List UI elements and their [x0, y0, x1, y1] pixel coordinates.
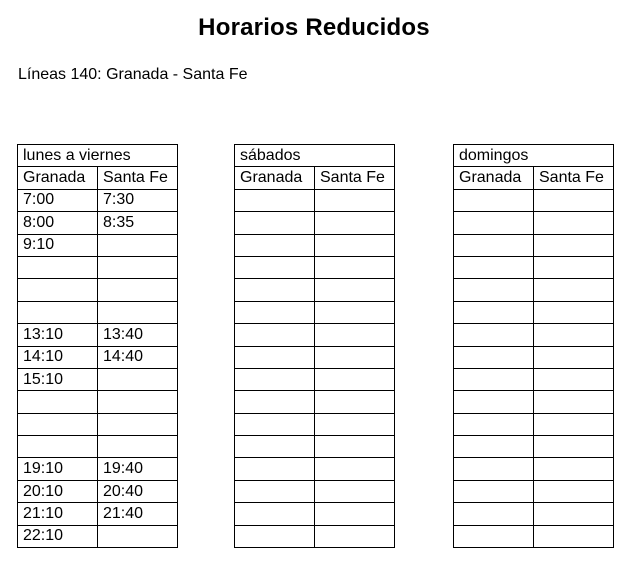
time-cell	[18, 436, 98, 458]
time-cell	[454, 324, 534, 346]
time-cell	[235, 458, 315, 480]
time-cell	[534, 256, 614, 278]
table-row	[454, 525, 614, 547]
column-header: Granada	[454, 167, 534, 189]
time-cell: 8:00	[18, 212, 98, 234]
table-row	[454, 346, 614, 368]
time-cell	[315, 525, 395, 547]
schedule-body	[18, 145, 178, 548]
time-cell	[315, 436, 395, 458]
time-cell	[315, 234, 395, 256]
table-row	[18, 279, 178, 301]
table-row	[235, 301, 395, 323]
time-cell	[98, 436, 178, 458]
time-cell	[315, 301, 395, 323]
time-cell	[315, 480, 395, 502]
table-row	[18, 324, 178, 346]
time-cell	[98, 368, 178, 390]
table-row	[18, 301, 178, 323]
time-cell	[454, 413, 534, 435]
table-row	[235, 413, 395, 435]
table-row	[235, 212, 395, 234]
schedule-table-sundays	[453, 144, 614, 548]
day-header-row	[454, 145, 614, 167]
table-row	[454, 368, 614, 390]
table-row	[454, 503, 614, 525]
time-cell	[235, 279, 315, 301]
time-cell: 13:10	[18, 324, 98, 346]
column-header-row	[18, 167, 178, 189]
time-cell	[454, 234, 534, 256]
table-row	[18, 436, 178, 458]
time-cell	[98, 525, 178, 547]
table-row	[18, 368, 178, 390]
day-header: sábados	[235, 145, 395, 167]
time-cell	[454, 256, 534, 278]
time-cell	[454, 480, 534, 502]
time-cell	[18, 391, 98, 413]
day-header: domingos	[454, 145, 614, 167]
time-cell	[454, 391, 534, 413]
table-row	[235, 234, 395, 256]
table-row	[18, 391, 178, 413]
table-row	[18, 525, 178, 547]
table-row	[18, 413, 178, 435]
time-cell: 7:00	[18, 189, 98, 211]
time-cell: 22:10	[18, 525, 98, 547]
time-cell	[534, 503, 614, 525]
time-cell: 15:10	[18, 368, 98, 390]
day-header-row	[235, 145, 395, 167]
time-cell	[534, 301, 614, 323]
time-cell	[454, 346, 534, 368]
time-cell	[235, 189, 315, 211]
time-cell: 19:40	[98, 458, 178, 480]
time-cell	[534, 368, 614, 390]
time-cell	[454, 189, 534, 211]
table-row	[235, 368, 395, 390]
time-cell	[18, 256, 98, 278]
table-row	[18, 189, 178, 211]
time-cell	[534, 346, 614, 368]
time-cell	[18, 301, 98, 323]
table-row	[235, 480, 395, 502]
time-cell: 19:10	[18, 458, 98, 480]
time-cell	[235, 212, 315, 234]
time-cell	[235, 256, 315, 278]
time-cell	[454, 503, 534, 525]
table-row	[18, 256, 178, 278]
table-row	[235, 189, 395, 211]
time-cell: 20:10	[18, 480, 98, 502]
time-cell	[454, 525, 534, 547]
schedule-body	[454, 145, 614, 548]
column-header: Santa Fe	[98, 167, 178, 189]
column-header: Santa Fe	[315, 167, 395, 189]
time-cell	[315, 503, 395, 525]
time-cell	[315, 391, 395, 413]
day-header-row	[18, 145, 178, 167]
time-cell	[235, 525, 315, 547]
table-row	[18, 458, 178, 480]
time-cell	[454, 301, 534, 323]
time-cell	[315, 346, 395, 368]
time-cell	[534, 458, 614, 480]
table-row	[235, 525, 395, 547]
time-cell	[315, 279, 395, 301]
column-header: Santa Fe	[534, 167, 614, 189]
table-row	[454, 436, 614, 458]
column-header: Granada	[18, 167, 98, 189]
table-row	[454, 480, 614, 502]
time-cell	[315, 212, 395, 234]
time-cell: 20:40	[98, 480, 178, 502]
time-cell	[98, 413, 178, 435]
table-row	[18, 346, 178, 368]
table-row	[18, 480, 178, 502]
schedule-table-saturdays	[234, 144, 395, 548]
schedule-table-weekdays	[17, 144, 178, 548]
time-cell	[98, 256, 178, 278]
table-row	[235, 324, 395, 346]
time-cell	[315, 368, 395, 390]
time-cell: 14:40	[98, 346, 178, 368]
time-cell	[235, 413, 315, 435]
table-row	[235, 503, 395, 525]
column-header: Granada	[235, 167, 315, 189]
table-row	[454, 301, 614, 323]
table-row	[18, 503, 178, 525]
time-cell	[534, 436, 614, 458]
time-cell	[534, 480, 614, 502]
time-cell	[315, 256, 395, 278]
table-row	[235, 256, 395, 278]
time-cell	[534, 525, 614, 547]
time-cell: 14:10	[18, 346, 98, 368]
table-row	[454, 324, 614, 346]
time-cell: 9:10	[18, 234, 98, 256]
time-cell	[235, 234, 315, 256]
page-title: Horarios Reducidos	[198, 14, 430, 41]
table-row	[454, 279, 614, 301]
time-cell	[315, 324, 395, 346]
time-cell	[235, 503, 315, 525]
time-cell	[235, 480, 315, 502]
table-row	[18, 234, 178, 256]
time-cell	[235, 436, 315, 458]
table-row	[454, 189, 614, 211]
time-cell	[98, 234, 178, 256]
time-cell	[235, 346, 315, 368]
time-cell	[454, 212, 534, 234]
time-cell: 13:40	[98, 324, 178, 346]
table-row	[454, 391, 614, 413]
time-cell	[534, 234, 614, 256]
schedule-body	[235, 145, 395, 548]
time-cell	[534, 279, 614, 301]
time-cell	[18, 413, 98, 435]
time-cell	[454, 279, 534, 301]
time-cell	[235, 324, 315, 346]
time-cell	[315, 189, 395, 211]
table-row	[454, 256, 614, 278]
time-cell	[454, 436, 534, 458]
time-cell	[454, 368, 534, 390]
time-cell	[235, 368, 315, 390]
table-row	[454, 234, 614, 256]
table-row	[18, 212, 178, 234]
time-cell: 21:40	[98, 503, 178, 525]
day-header: lunes a viernes	[18, 145, 178, 167]
column-header-row	[454, 167, 614, 189]
time-cell: 8:35	[98, 212, 178, 234]
table-row	[235, 346, 395, 368]
table-row	[235, 279, 395, 301]
time-cell	[534, 189, 614, 211]
time-cell	[18, 279, 98, 301]
table-row	[235, 458, 395, 480]
time-cell	[534, 212, 614, 234]
time-cell	[534, 324, 614, 346]
table-row	[454, 413, 614, 435]
route-subtitle: Líneas 140: Granada - Santa Fe	[18, 66, 248, 83]
time-cell: 21:10	[18, 503, 98, 525]
time-cell	[98, 279, 178, 301]
time-cell	[534, 413, 614, 435]
table-row	[454, 212, 614, 234]
time-cell: 7:30	[98, 189, 178, 211]
time-cell	[315, 458, 395, 480]
time-cell	[98, 301, 178, 323]
table-row	[454, 458, 614, 480]
table-row	[235, 391, 395, 413]
time-cell	[98, 391, 178, 413]
column-header-row	[235, 167, 395, 189]
time-cell	[534, 391, 614, 413]
table-row	[235, 436, 395, 458]
time-cell	[235, 301, 315, 323]
time-cell	[235, 391, 315, 413]
time-cell	[315, 413, 395, 435]
time-cell	[454, 458, 534, 480]
